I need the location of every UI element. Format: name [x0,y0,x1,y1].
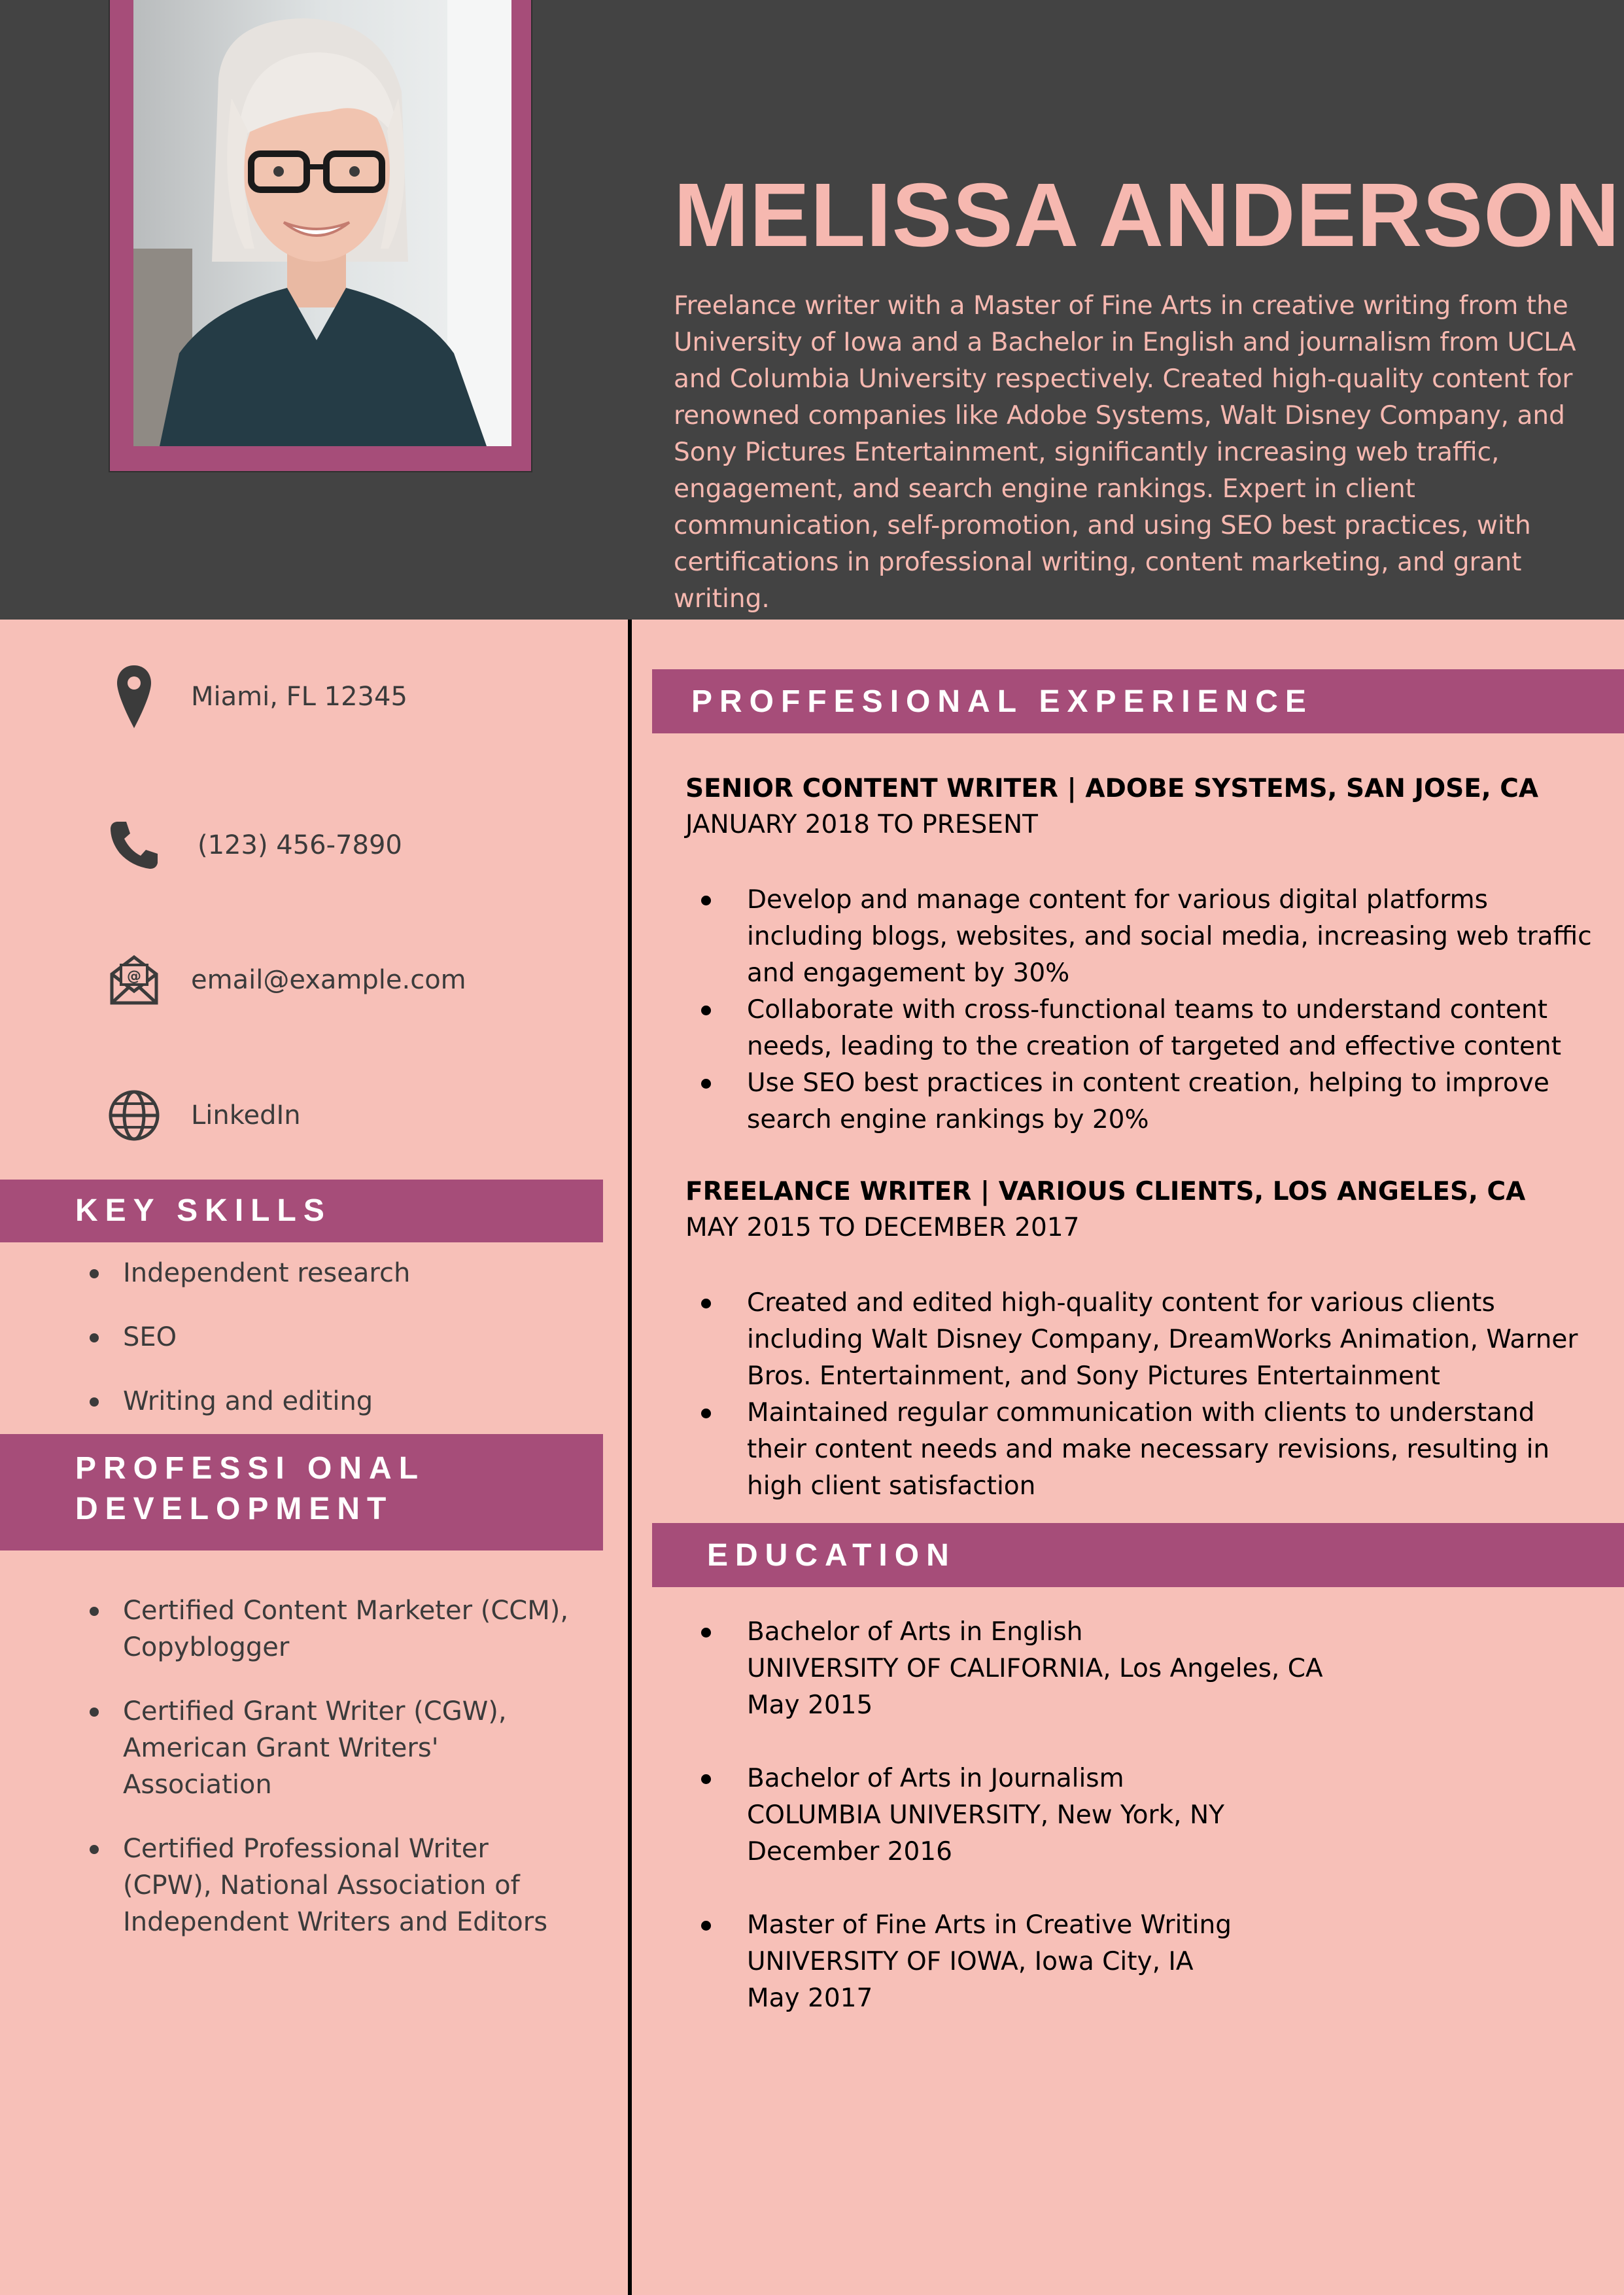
job-1-bullets [685,882,1601,1138]
professional-development-list [0,1592,581,1940]
job-dates-1: JANUARY 2018 TO PRESENT [685,810,1038,839]
list-item: Created and edited high-quality content for various clients including Walt Disney Company, DreamWorks Animation, Warner Bros. Entertainment, and Sony Pictures Entertainment [685,1285,1601,1395]
education-date: May 2017 [747,1984,873,2013]
list-item: Writing and editing [0,1383,581,1420]
contact-email [105,944,466,1016]
education-degree: Master of Fine Arts in Creative Writing [747,1910,1232,1940]
education-item [685,1907,1601,2017]
experience-heading: PROFFESIONAL EXPERIENCE [652,669,1624,733]
profile-photo [133,0,511,446]
list-item: Use SEO best practices in content creation, helping to improve search engine rankings by 20% [685,1065,1601,1138]
list-item: Independent research [0,1255,581,1291]
professional-summary: Freelance writer with a Master of Fine Arts in creative writing from the University of Iowa and a Bachelor in English and journalism from UCLA and Columbia University respectively. Created high-quality content for renowned companies like Adobe Systems, Walt Disney Company, and Sony Pictures Entertainment, significantly increasing web traffic, engagement, and search engine rankings. Expert in client communication, self-promotion, and using SEO best practices, with certifications in professional writing, content marketing, and grant writing. [674,291,1576,614]
contact-phone [105,809,402,881]
resume-header [0,0,1624,620]
education-date: May 2015 [747,1691,873,1720]
contact-phone-text: (123) 456-7890 [198,830,402,860]
professional-development-heading [0,1434,603,1550]
education-degree: Bachelor of Arts in English [747,1617,1083,1647]
job-2-bullets [685,1285,1601,1505]
email-envelope-icon [105,944,164,1016]
list-item: Develop and manage content for various digital platforms including blogs, websites, and social media, increasing web traffic and engagement by 30% [685,882,1601,992]
list-item: Certified Professional Writer (CPW), National Association of Independent Writers and Editors [0,1831,581,1940]
column-divider [628,620,632,2295]
list-item: Collaborate with cross-functional teams to understand content needs, leading to the creation of targeted and effective content [685,992,1601,1065]
education-degree: Bachelor of Arts in Journalism [747,1764,1124,1793]
list-item: SEO [0,1319,581,1356]
location-pin-icon [105,661,164,733]
candidate-name: MELISSA ANDERSON [674,165,1621,266]
list-item: Certified Grant Writer (CGW), American Grant Writers' Association [0,1693,581,1803]
key-skills-list [0,1255,581,1420]
contact-location [105,661,407,733]
contact-linkedin-text[interactable]: LinkedIn [191,1100,301,1130]
education-school: COLUMBIA UNIVERSITY, New York, NY [747,1800,1224,1830]
education-list [685,1614,1601,2054]
education-date: December 2016 [747,1837,952,1866]
list-item: Maintained regular communication with clients to understand their content needs and make necessary revisions, resulting in high client satisfaction [685,1395,1601,1505]
job-title-2: FREELANCE WRITER | VARIOUS CLIENTS, LOS ANGELES, CA [685,1177,1526,1206]
profile-photo-frame [109,0,532,472]
svg-text:@: @ [127,968,141,985]
contact-location-text: Miami, FL 12345 [191,682,407,712]
key-skills-heading: KEY SKILLS [0,1180,603,1242]
list-item: Certified Content Marketer (CCM), Copyblogger [0,1592,581,1666]
job-dates-2: MAY 2015 TO DECEMBER 2017 [685,1213,1080,1242]
education-item [685,1614,1601,1724]
phone-icon [105,809,164,881]
education-item [685,1761,1601,1870]
globe-icon [105,1079,164,1151]
contact-email-text[interactable]: email@example.com [191,965,466,995]
education-school: UNIVERSITY OF IOWA, Iowa City, IA [747,1947,1194,1976]
education-heading: EDUCATION [652,1523,1624,1587]
contact-linkedin [105,1079,301,1151]
professional-development-heading-line1: PROFESSI ONAL [75,1451,426,1486]
education-school: UNIVERSITY OF CALIFORNIA, Los Angeles, CA [747,1654,1323,1683]
profile-portrait-illustration [133,0,511,446]
professional-development-heading-line2: DEVELOPMENT [75,1492,394,1526]
job-title-1: SENIOR CONTENT WRITER | ADOBE SYSTEMS, SAN JOSE, CA [685,774,1539,803]
